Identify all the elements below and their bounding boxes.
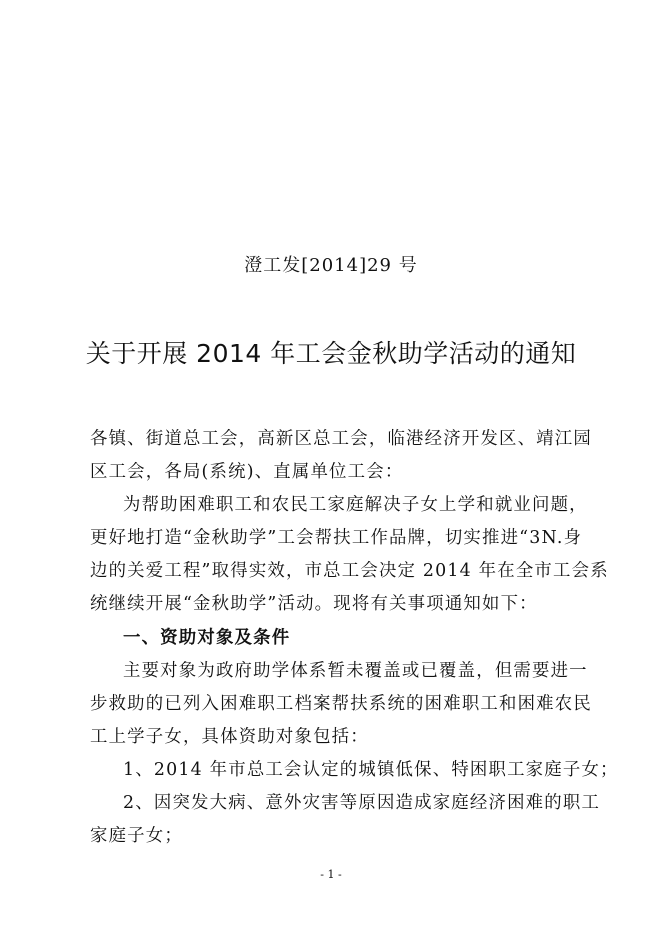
body-paragraph-intro-line-3: 边的关爱工程”取得实效，市总工会决定 2014 年在全市工会系 — [90, 561, 609, 581]
body-line-addressees-2: 区工会，各局(系统)、直属单位工会： — [90, 462, 404, 482]
list-item-1: 1、2014 年市总工会认定的城镇低保、特困职工家庭子女； — [123, 760, 619, 780]
document-title: 关于开展 2014 年工会金秋助学活动的通知 — [85, 339, 577, 368]
list-item-2-line-2: 家庭子女； — [90, 826, 183, 846]
body-paragraph-objects-line-1: 主要对象为政府助学体系暂未覆盖或已覆盖，但需要进一 — [123, 661, 588, 681]
body-paragraph-objects-line-3: 工上学子女，具体资助对象包括： — [90, 727, 369, 747]
list-item-2-line-1: 2、因突发大病、意外灾害等原因造成家庭经济困难的职工 — [123, 793, 601, 813]
section-heading-1: 一、资助对象及条件 — [123, 628, 291, 648]
body-paragraph-objects-line-2: 步救助的已列入困难职工档案帮扶系统的困难职工和困难农民 — [90, 694, 592, 714]
page-number: - 1 - — [320, 868, 342, 881]
document-number: 澄工发[2014]29 号 — [244, 255, 418, 276]
body-paragraph-intro-line-2: 更好地打造“金秋助学”工会帮扶工作品牌，切实推进“3N.身 — [90, 528, 583, 548]
body-line-addressees-1: 各镇、街道总工会，高新区总工会，临港经济开发区、靖江园 — [90, 429, 592, 449]
body-paragraph-intro-line-1: 为帮助困难职工和农民工家庭解决子女上学和就业问题， — [123, 495, 588, 515]
body-paragraph-intro-line-4: 统继续开展“金秋助学”活动。现将有关事项通知如下： — [90, 594, 538, 614]
